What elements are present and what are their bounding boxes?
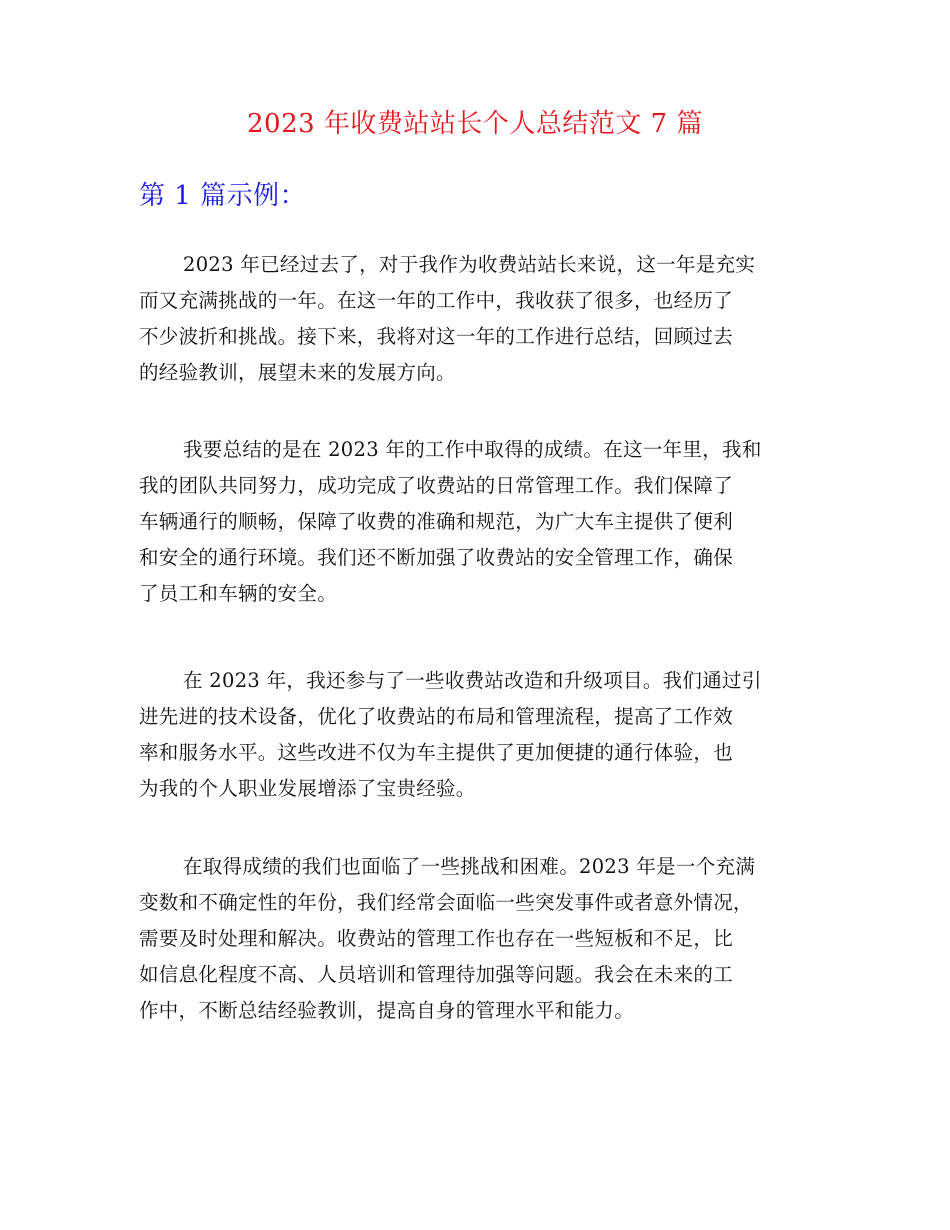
body-paragraph-3 [139,663,819,807]
paragraph-line: 的经验教训，展望未来的发展方向。 [139,361,456,384]
paragraph-line: 车辆通行的顺畅，保障了收费的准确和规范，为广大车主提供了便利 [139,510,734,533]
paragraph-line: 在 2023 年，我还参与了一些收费站改造和升级项目。我们通过引 [183,669,762,692]
paragraph-line: 我的团队共同努力，成功完成了收费站的日常管理工作。我们保障了 [139,474,734,497]
paragraph-line: 不少波折和挑战。接下来，我将对这一年的工作进行总结，回顾过去 [139,325,734,348]
section-heading: 第 1 篇示例： [139,181,307,211]
document-title: 2023 年收费站站长个人总结范文 7 篇 [246,109,703,139]
body-paragraph-4 [139,849,819,1029]
paragraph-line: 而又充满挑战的一年。在这一年的工作中，我收获了很多，也经历了 [139,289,734,312]
paragraph-line: 和安全的通行环境。我们还不断加强了收费站的安全管理工作，确保 [139,546,734,569]
paragraph-line: 需要及时处理和解决。收费站的管理工作也存在一些短板和不足，比 [139,927,734,950]
paragraph-line: 为我的个人职业发展增添了宝贵经验。 [139,777,476,800]
paragraph-line: 率和服务水平。这些改进不仅为车主提供了更加便捷的通行体验，也 [139,741,734,764]
paragraph-line: 在取得成绩的我们也面临了一些挑战和困难。2023 年是一个充满 [183,855,756,878]
paragraph-line: 了员工和车辆的安全。 [139,582,338,605]
paragraph-line: 进先进的技术设备，优化了收费站的布局和管理流程，提高了工作效 [139,705,734,728]
paragraph-line: 作中，不断总结经验教训，提高自身的管理水平和能力。 [139,999,635,1022]
paragraph-line: 2023 年已经过去了，对于我作为收费站站长来说，这一年是充实 [183,253,756,276]
paragraph-line: 如信息化程度不高、人员培训和管理待加强等问题。我会在未来的工 [139,963,734,986]
paragraph-line: 变数和不确定性的年份，我们经常会面临一些突发事件或者意外情况， [139,891,753,914]
body-paragraph-1 [139,247,819,391]
paragraph-line: 我要总结的是在 2023 年的工作中取得的成绩。在这一年里，我和 [183,438,762,461]
body-paragraph-2 [139,432,819,612]
